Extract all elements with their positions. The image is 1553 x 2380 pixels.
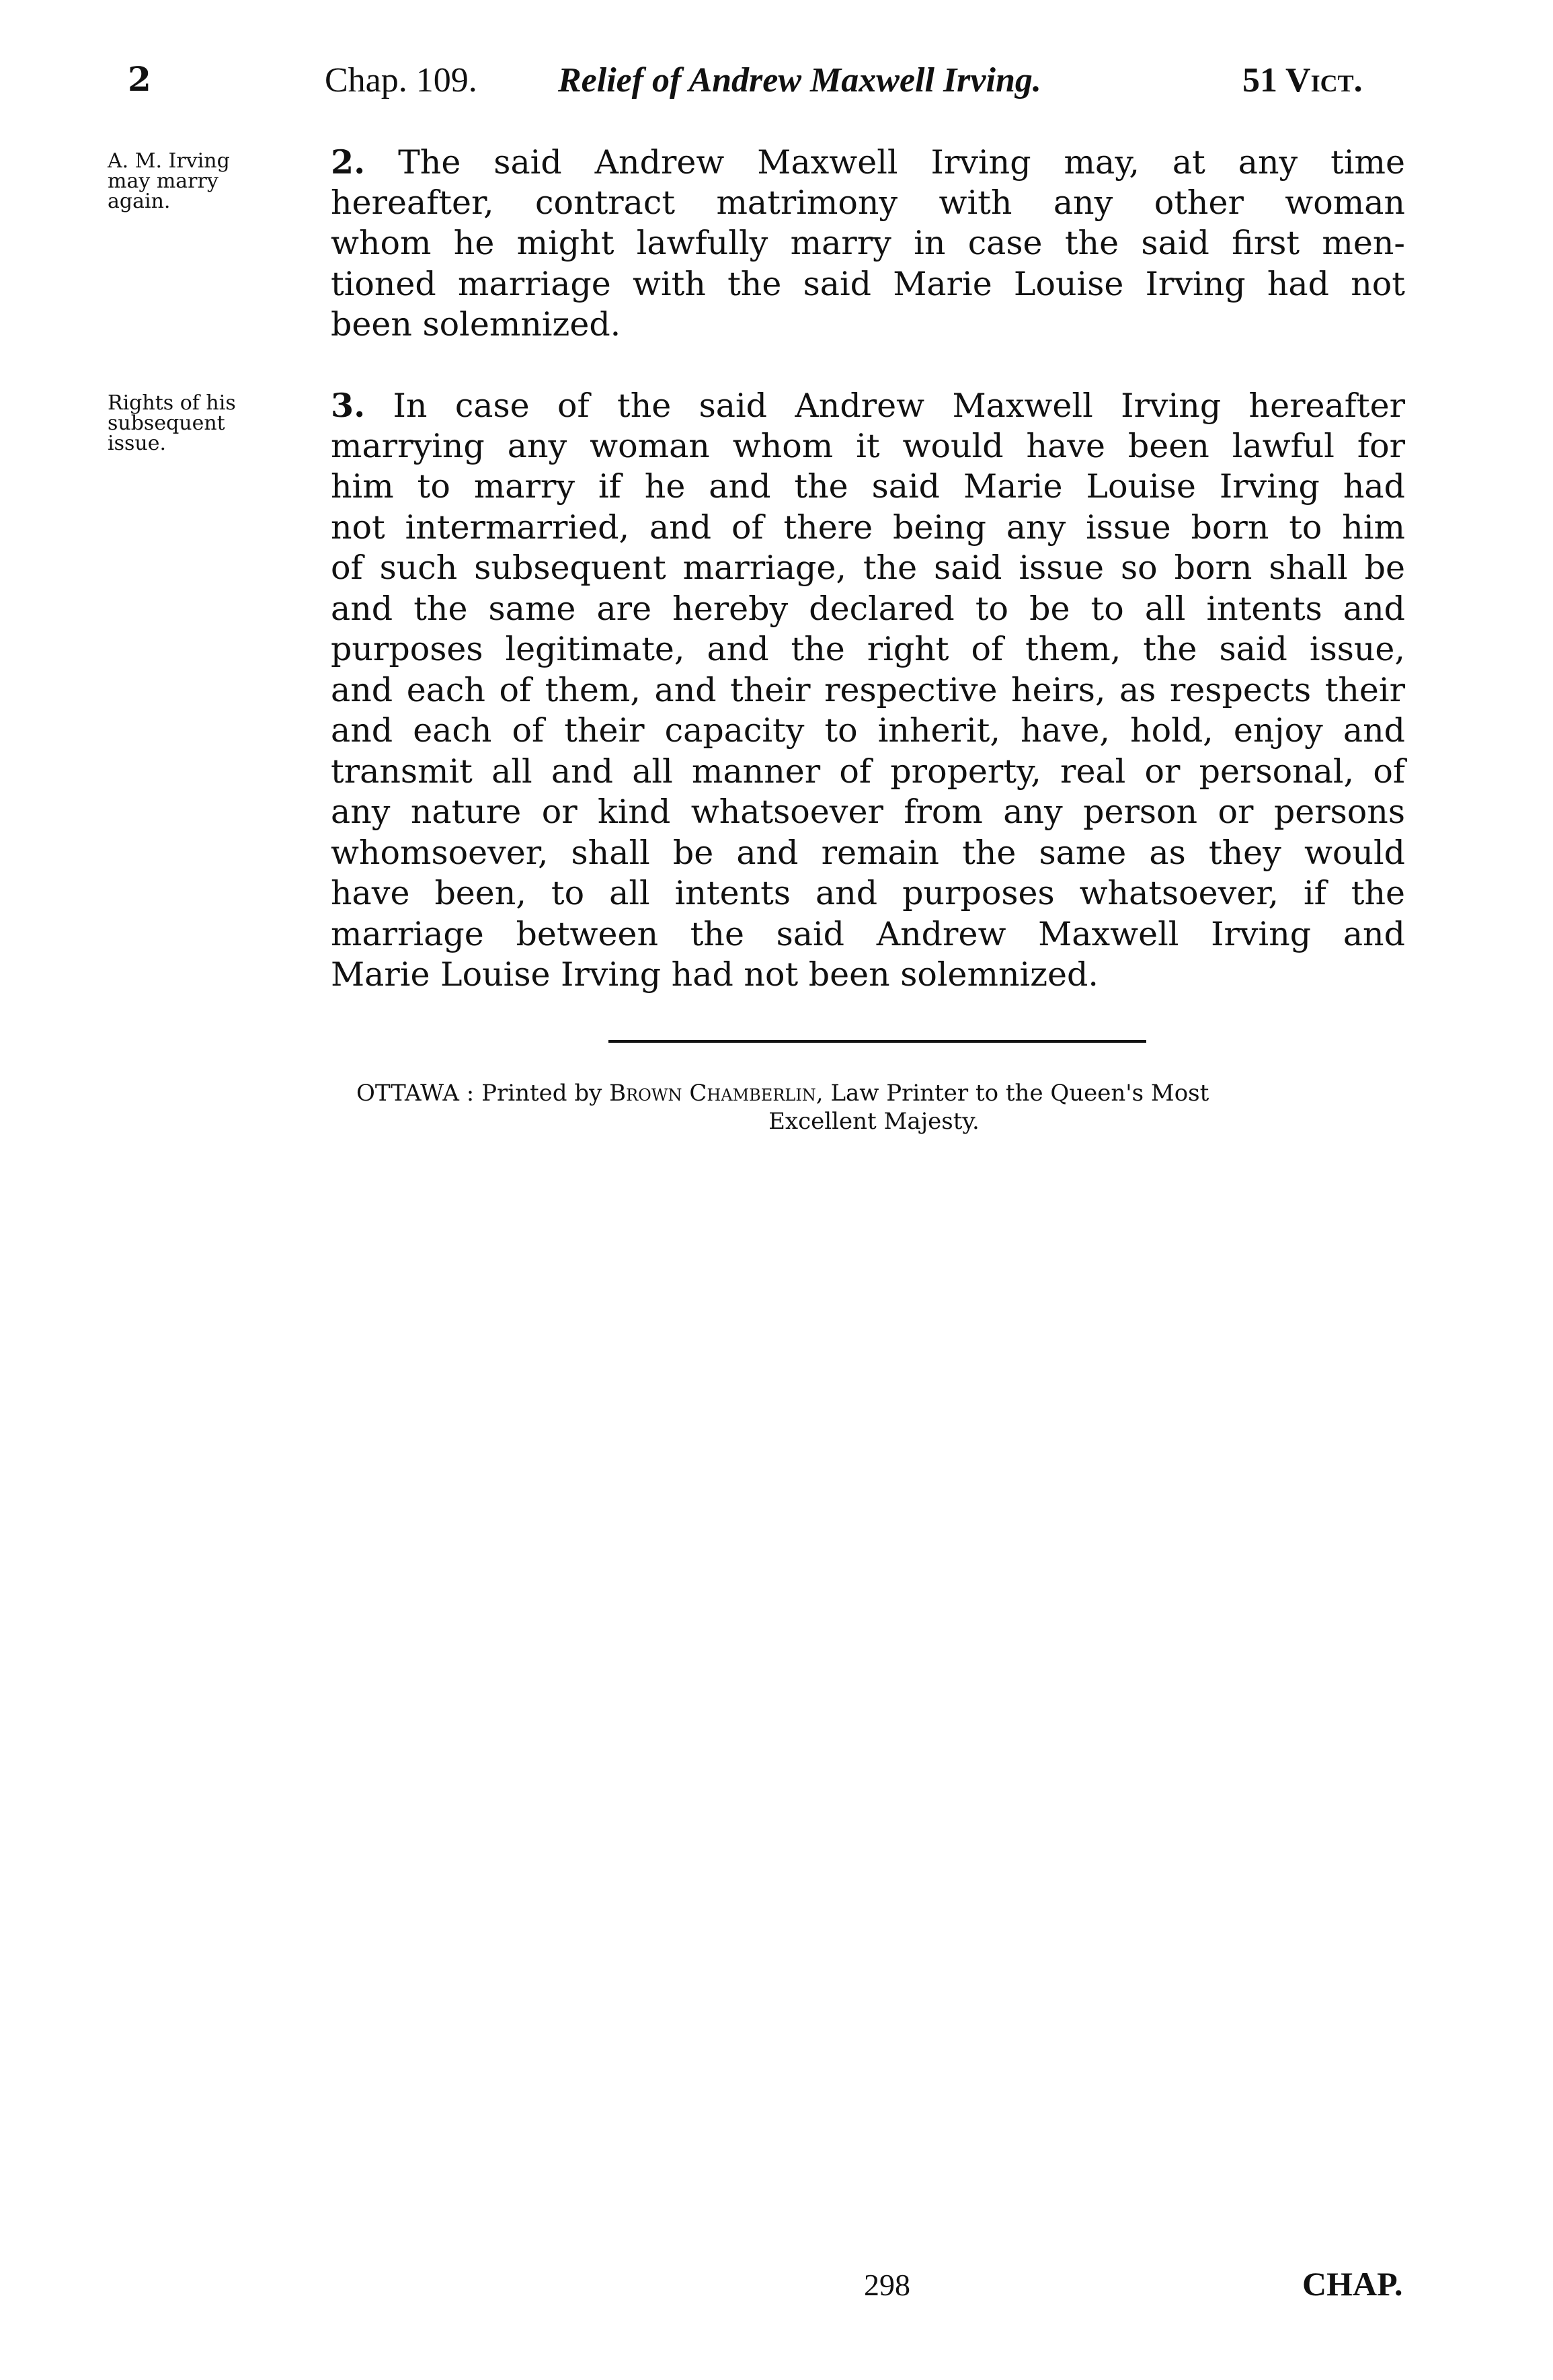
act-title: Relief of Andrew Maxwell Irving.: [558, 61, 1041, 100]
section-line: [331, 142, 1405, 183]
section-line: transmit all and all manner of property, real or personal, of: [331, 752, 1405, 791]
regnal-year: 51 Vict.: [1242, 61, 1363, 100]
section-line: of such subsequent marriage, the said issue so born shall be: [331, 549, 1405, 587]
marginal-note-line: issue.: [108, 432, 166, 455]
marginal-note-line: subsequent: [108, 411, 225, 435]
section-line: marrying any woman whom it would have been lawful for: [331, 426, 1405, 465]
imprint-line: Excellent Majesty.: [768, 1108, 980, 1135]
imprint-printer-title: Law Printer to the Queen's Most: [830, 1080, 1209, 1107]
section-line: whom he might lawfully marry in case the said first men-: [331, 224, 1405, 262]
section-number: 3.: [331, 386, 366, 425]
section-line: tioned marriage with the said Marie Louise Irving had not: [331, 264, 1405, 303]
section-line: [331, 385, 1405, 426]
divider-rule: [608, 1040, 1146, 1043]
section-line: him to marry if he and the said Marie Louise Irving had: [331, 467, 1405, 506]
printer-imprint: [350, 1079, 1398, 1136]
section-line: and each of them, and their respective heirs, as respects their: [331, 670, 1405, 709]
imprint-line: [350, 1079, 1398, 1107]
marginal-note-line: Rights of his: [108, 391, 236, 415]
section-number: 2.: [331, 143, 366, 182]
marginal-note-line: again.: [108, 190, 171, 213]
section-text: The said Andrew Maxwell Irving may, at any time: [398, 143, 1405, 182]
imprint-printer-name: Brown Chamberlin,: [609, 1080, 824, 1107]
section-line: been solemnized.: [331, 305, 621, 344]
marginal-note-section-3: [108, 393, 309, 454]
page-number: 2: [128, 59, 151, 99]
chapter-number: Chap. 109.: [325, 61, 477, 100]
section-line: and the same are hereby declared to be to all intents and: [331, 589, 1405, 628]
section-line: hereafter, contract matrimony with any other woman: [331, 183, 1405, 222]
imprint-printed-by: Printed by: [481, 1080, 602, 1107]
section-line: have been, to all intents and purposes whatsoever, if the: [331, 874, 1405, 912]
marginal-note-line: may marry: [108, 169, 218, 193]
imprint-place: OTTAWA :: [356, 1080, 475, 1107]
section-line: Marie Louise Irving had not been solemnized.: [331, 955, 1099, 994]
section-line: any nature or kind whatsoever from any person or persons: [331, 793, 1405, 831]
section-3: [331, 385, 1405, 996]
section-line: not intermarried, and of there being any issue born to him: [331, 508, 1405, 547]
section-line: whomsoever, shall be and remain the same as they would: [331, 833, 1405, 872]
section-line: and each of their capacity to inherit, have, hold, enjoy and: [331, 711, 1405, 750]
catchword: CHAP.: [1302, 2265, 1403, 2303]
marginal-note-section-2: [108, 151, 309, 212]
section-line: marriage between the said Andrew Maxwell Irving and: [331, 914, 1405, 953]
section-text: In case of the said Andrew Maxwell Irving hereafter: [393, 387, 1405, 425]
folio-number: 298: [864, 2268, 910, 2302]
marginal-note-line: A. M. Irving: [108, 149, 230, 173]
section-line: purposes legitimate, and the right of them, the said issue,: [331, 630, 1405, 668]
section-2: [331, 142, 1405, 346]
